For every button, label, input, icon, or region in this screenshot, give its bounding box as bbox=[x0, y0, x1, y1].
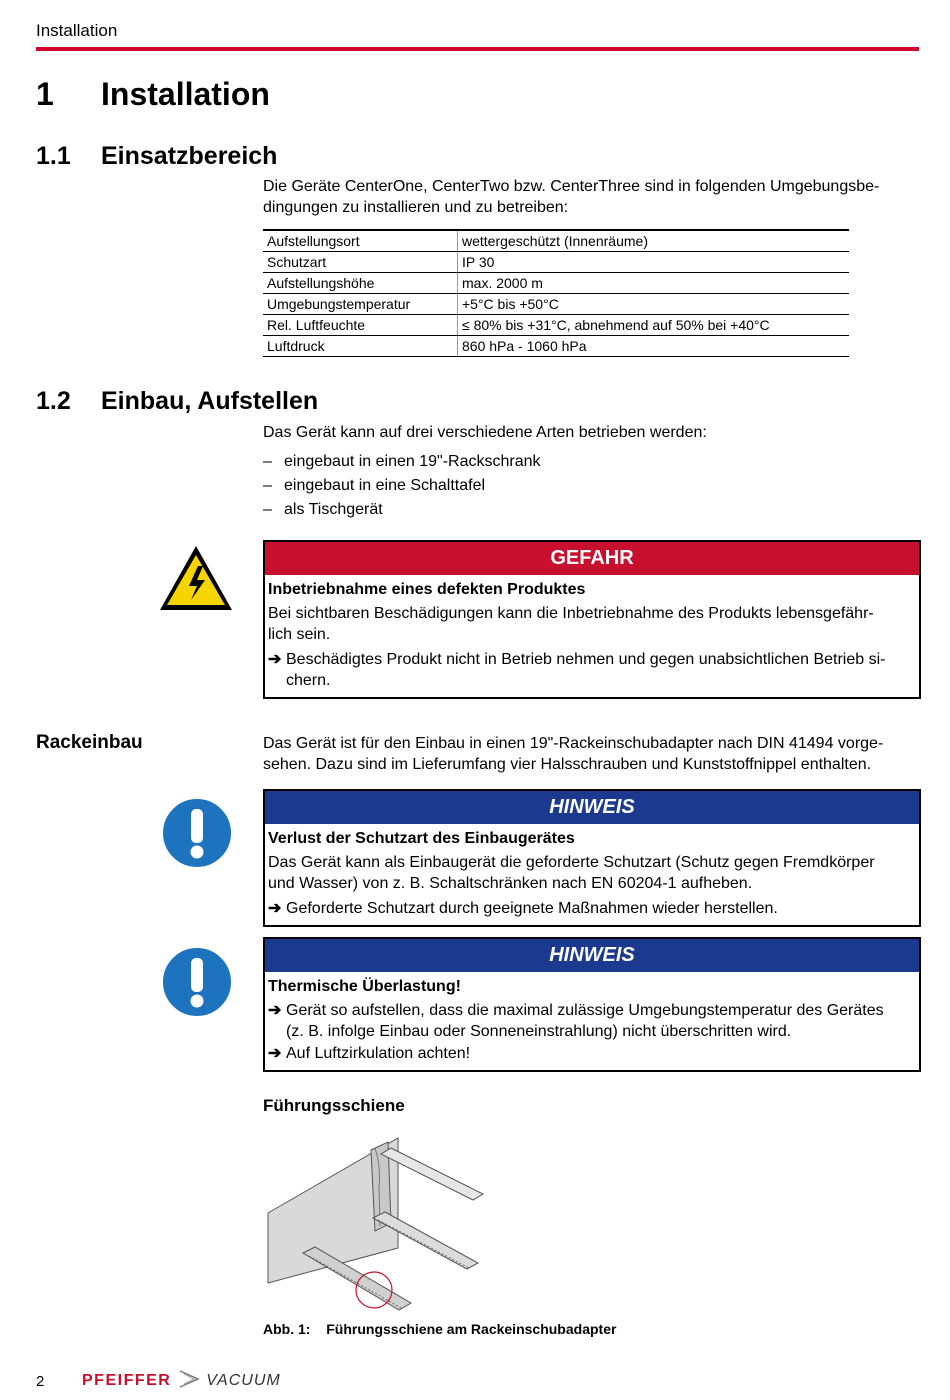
rackeinbau-text bbox=[263, 733, 928, 775]
electric-hazard-icon bbox=[158, 544, 234, 612]
notice-action bbox=[268, 1000, 913, 1042]
intro-line: Die Geräte CenterOne, CenterTwo bzw. CenterThree sind in folgenden Umgebungsbe- bbox=[263, 178, 880, 195]
chapter-number: 1 bbox=[36, 76, 54, 112]
danger-label: GEFAHR bbox=[265, 542, 919, 575]
table-value-cell: max. 2000 m bbox=[458, 273, 850, 294]
list-item-text: als Tischgerät bbox=[284, 501, 383, 518]
figure-heading: Führungsschiene bbox=[263, 1096, 405, 1115]
dash: – bbox=[263, 477, 272, 494]
text-line: Das Gerät ist für den Einbau in einen 19"-Rackeinschubadapter nach DIN 41494 vorge- bbox=[263, 735, 884, 752]
dash: – bbox=[263, 453, 272, 470]
header-rule bbox=[36, 47, 919, 51]
table-key-cell: Umgebungstemperatur bbox=[263, 294, 458, 315]
list-item bbox=[263, 477, 485, 495]
pfeiffer-vacuum-logo bbox=[82, 1368, 281, 1390]
caption-label: Abb. 1: bbox=[263, 1321, 311, 1337]
rail-illustration bbox=[263, 1128, 493, 1318]
dash: – bbox=[263, 501, 272, 518]
exclamation-icon bbox=[160, 945, 234, 1019]
table-key-cell: Schutzart bbox=[263, 252, 458, 273]
action-line: Beschädigtes Produkt nicht in Betrieb nehmen und gegen unabsichtlichen Betrieb si- bbox=[286, 651, 886, 668]
action-text: Geforderte Schutzart durch geeignete Maßnahmen wieder herstellen. bbox=[286, 900, 778, 917]
table-row bbox=[263, 315, 849, 336]
figure-caption bbox=[263, 1321, 616, 1337]
section-1-intro bbox=[263, 176, 923, 218]
table-value-cell: wettergeschützt (Innenräume) bbox=[458, 230, 850, 252]
table-key-cell: Luftdruck bbox=[263, 336, 458, 357]
arrow-icon: ➔ bbox=[268, 651, 282, 668]
chapter-title: Installation bbox=[101, 76, 270, 112]
notice-text bbox=[268, 852, 913, 894]
table-value-cell: +5°C bis +50°C bbox=[458, 294, 850, 315]
notice-title: Thermische Überlastung! bbox=[268, 978, 461, 995]
action-text: Auf Luftzirkulation achten! bbox=[286, 1045, 471, 1062]
text-line: Bei sichtbaren Beschädigungen kann die Inbetriebnahme des Produkts lebensgefähr- bbox=[268, 605, 874, 622]
action-line: (z. B. infolge Einbau oder Sonneneinstrahlung) nicht überschritten wird. bbox=[286, 1023, 792, 1040]
danger-text bbox=[268, 603, 913, 645]
section-1-number: 1.1 bbox=[36, 142, 71, 170]
action-line: chern. bbox=[286, 672, 331, 689]
table-value-cell: IP 30 bbox=[458, 252, 850, 273]
section-2-number: 1.2 bbox=[36, 387, 71, 415]
danger-title: Inbetriebnahme eines defekten Produktes bbox=[268, 581, 586, 598]
running-header: Installation bbox=[36, 21, 118, 40]
notice-action bbox=[268, 1043, 913, 1064]
text-line: Das Gerät kann als Einbaugerät die geforderte Schutzart (Schutz gegen Fremdkörper bbox=[268, 854, 875, 871]
table-key-cell: Rel. Luftfeuchte bbox=[263, 315, 458, 336]
danger-box bbox=[263, 540, 921, 699]
notice-box-1 bbox=[263, 789, 921, 927]
list-item bbox=[263, 501, 383, 519]
list-item-text: eingebaut in eine Schalttafel bbox=[284, 477, 486, 494]
logo-mark-icon bbox=[178, 1368, 200, 1390]
table-key-cell: Aufstellungsort bbox=[263, 230, 458, 252]
notice-label: HINWEIS bbox=[265, 791, 919, 824]
caption-text: Führungsschiene am Rackeinschubadapter bbox=[326, 1321, 617, 1337]
text-line: sehen. Dazu sind im Lieferumfang vier Halsschrauben und Kunststoffnippel enthalten. bbox=[263, 756, 872, 773]
table-value-cell: 860 hPa - 1060 hPa bbox=[458, 336, 850, 357]
danger-action bbox=[268, 649, 913, 691]
action-line: Gerät so aufstellen, dass die maximal zulässige Umgebungstemperatur des Gerätes bbox=[286, 1002, 884, 1019]
table-row bbox=[263, 230, 849, 252]
intro-line: dingungen zu installieren und zu betreiben: bbox=[263, 199, 569, 216]
notice-action bbox=[268, 898, 913, 919]
table-value-cell: ≤ 80% bis +31°C, abnehmend auf 50% bei +40°C bbox=[458, 315, 850, 336]
logo-text: PFEIFFER bbox=[82, 1372, 172, 1389]
text-line: und Wasser) von z. B. Schaltschränken nach EN 60204-1 aufheben. bbox=[268, 875, 753, 892]
exclamation-icon bbox=[160, 796, 234, 870]
section-2-title: Einbau, Aufstellen bbox=[101, 387, 319, 415]
list-item-text: eingebaut in einen 19"-Rackschrank bbox=[284, 453, 541, 470]
table-row bbox=[263, 336, 849, 357]
section-1-title: Einsatzbereich bbox=[101, 142, 278, 170]
notice-box-2 bbox=[263, 937, 921, 1072]
text-line: lich sein. bbox=[268, 626, 331, 643]
logo-text: VACUUM bbox=[206, 1372, 281, 1389]
arrow-icon: ➔ bbox=[268, 1002, 282, 1019]
page-number: 2 bbox=[36, 1373, 45, 1390]
table-row bbox=[263, 252, 849, 273]
notice-title: Verlust der Schutzart des Einbaugerätes bbox=[268, 830, 575, 847]
environment-table bbox=[263, 229, 849, 357]
table-key-cell: Aufstellungshöhe bbox=[263, 273, 458, 294]
list-item bbox=[263, 453, 541, 471]
arrow-icon: ➔ bbox=[268, 900, 282, 917]
notice-label: HINWEIS bbox=[265, 939, 919, 972]
arrow-icon: ➔ bbox=[268, 1045, 282, 1062]
table-row bbox=[263, 294, 849, 315]
section-2-intro: Das Gerät kann auf drei verschiedene Arten betrieben werden: bbox=[263, 424, 707, 441]
rackeinbau-title: Rackeinbau bbox=[36, 732, 143, 753]
table-row bbox=[263, 273, 849, 294]
